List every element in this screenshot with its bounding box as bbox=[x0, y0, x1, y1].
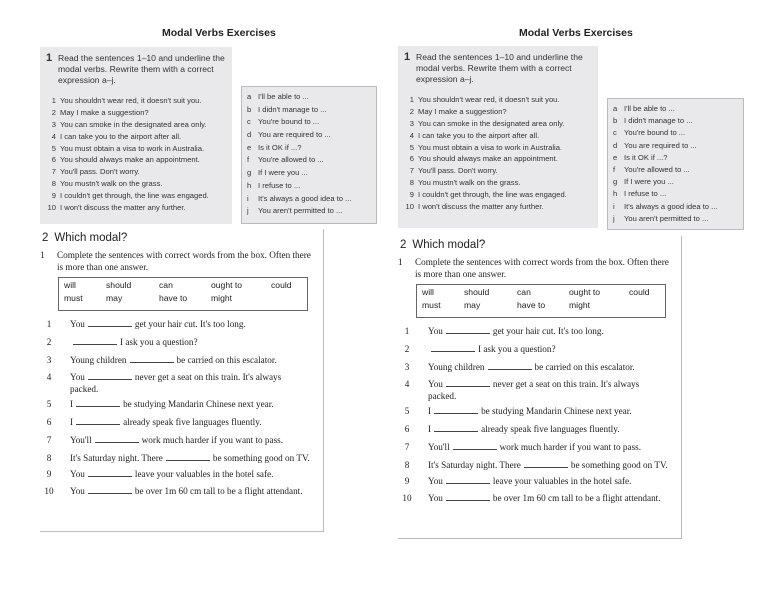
sentence-number: 4 bbox=[51, 131, 56, 141]
sentence-item bbox=[404, 165, 567, 177]
item-text-before: It's Saturday night. There bbox=[70, 452, 163, 463]
answer-blank[interactable] bbox=[434, 407, 478, 414]
sentence-text: You can smoke in the designated area only. bbox=[418, 118, 565, 128]
expression-list bbox=[608, 99, 743, 225]
sentence-number: 10 bbox=[405, 202, 414, 212]
exercise-2-item bbox=[40, 372, 310, 394]
sentence-text: I won't discuss the matter any further. bbox=[418, 202, 544, 212]
exercise-2-item bbox=[40, 337, 310, 348]
sentence-number: 1 bbox=[51, 96, 56, 105]
sentence-item bbox=[46, 107, 209, 119]
answer-blank[interactable] bbox=[488, 363, 532, 370]
expression-item bbox=[247, 104, 376, 117]
item-text-after: work much harder if you want to pass. bbox=[499, 441, 642, 452]
item-sentence bbox=[428, 406, 668, 417]
sentence-text: I won't discuss the matter any further. bbox=[60, 203, 186, 213]
sentence-number: 8 bbox=[51, 179, 56, 189]
item-sentence bbox=[70, 319, 310, 330]
expression-letter: h bbox=[613, 189, 618, 199]
answer-blank[interactable] bbox=[88, 320, 132, 327]
exercise-2-item bbox=[398, 493, 668, 504]
item-text-after: be something good on TV. bbox=[212, 452, 310, 463]
expression-item bbox=[613, 127, 743, 139]
sentence-item bbox=[46, 178, 209, 190]
expression-item bbox=[613, 188, 743, 200]
worksheet-copy-right bbox=[384, 0, 768, 594]
sentence-number: 9 bbox=[409, 190, 414, 200]
exercise-2-item bbox=[398, 379, 668, 401]
exercise-2-heading bbox=[400, 239, 485, 251]
expression-letter: b bbox=[613, 116, 618, 126]
sentence-number: 6 bbox=[51, 155, 56, 165]
exercise-2-panel bbox=[398, 236, 682, 539]
sentence-item bbox=[46, 166, 209, 178]
item-number: 4 bbox=[404, 379, 410, 390]
expression-text: You're allowed to ... bbox=[258, 155, 324, 165]
item-sentence bbox=[428, 362, 668, 373]
sentence-number: 6 bbox=[409, 154, 414, 164]
item-number: 10 bbox=[402, 493, 412, 504]
sentence-item bbox=[404, 189, 567, 201]
expression-text: You are required to ... bbox=[624, 140, 697, 150]
expression-item bbox=[247, 180, 376, 193]
exercise-2-item bbox=[398, 442, 668, 453]
answer-blank[interactable] bbox=[166, 454, 210, 461]
item-sentence bbox=[70, 417, 310, 428]
exercise-2-panel bbox=[40, 229, 324, 532]
exercise-2-item bbox=[398, 326, 668, 337]
answer-blank[interactable] bbox=[524, 461, 568, 468]
word-box-word: can bbox=[517, 287, 531, 297]
item-text-after: leave your valuables in the hotel safe. bbox=[492, 475, 632, 486]
item-text-before: You bbox=[70, 319, 85, 329]
sentence-item bbox=[404, 130, 567, 142]
exercise-1-sentence-list bbox=[404, 94, 567, 213]
exercise-2-instruction: Complete the sentences with correct words from the box. Often there is more than one answer. bbox=[57, 250, 311, 272]
item-sentence bbox=[70, 469, 310, 480]
sentence-item bbox=[46, 202, 209, 214]
sentence-number: 7 bbox=[409, 166, 414, 176]
item-text-after: work much harder if you want to pass. bbox=[141, 434, 284, 445]
item-sentence bbox=[70, 399, 310, 410]
expression-letter: d bbox=[247, 130, 252, 140]
item-sentence bbox=[428, 344, 668, 355]
expression-letter: i bbox=[613, 201, 615, 211]
exercise-2-number: 2 bbox=[42, 232, 49, 244]
item-text-after: already speak five languages fluently. bbox=[123, 417, 262, 428]
expression-letter: d bbox=[613, 140, 618, 150]
sentence-text: You mustn't walk on the grass. bbox=[60, 179, 163, 189]
item-number: 5 bbox=[404, 406, 410, 417]
exercise-2-item bbox=[40, 469, 310, 480]
item-text-before: I bbox=[70, 417, 74, 428]
expression-item bbox=[613, 164, 743, 176]
item-number: 5 bbox=[46, 399, 52, 410]
exercise-2-item bbox=[40, 435, 310, 446]
exercise-1-instruction: Read the sentences 1–10 and underline the modal verbs. Rewrite them with a correct expression a–j. bbox=[416, 52, 583, 84]
answer-blank[interactable] bbox=[446, 477, 490, 484]
exercise-2-item bbox=[40, 399, 310, 410]
expression-letter: c bbox=[247, 117, 251, 127]
word-box-word: should bbox=[106, 280, 132, 290]
item-number: 7 bbox=[46, 434, 52, 445]
exercise-1-panel bbox=[40, 47, 232, 224]
item-text-before: You bbox=[428, 493, 443, 504]
word-box bbox=[58, 277, 308, 311]
answer-blank[interactable] bbox=[446, 327, 490, 334]
expression-list bbox=[242, 87, 376, 218]
expression-item bbox=[613, 152, 743, 164]
item-sentence bbox=[428, 476, 668, 487]
sentence-text: You can smoke in the designated area only. bbox=[60, 119, 207, 129]
item-sentence bbox=[428, 442, 668, 453]
item-text-before: You bbox=[70, 468, 85, 479]
item-text-before: You bbox=[70, 486, 85, 497]
sentence-text: You should always make an appointment. bbox=[418, 154, 558, 164]
answer-blank[interactable] bbox=[88, 487, 132, 494]
exercise-2-item bbox=[398, 344, 668, 355]
exercise-2-number: 2 bbox=[400, 239, 407, 251]
expression-text: I'll be able to ... bbox=[624, 104, 675, 113]
expression-text: I refuse to ... bbox=[624, 189, 667, 199]
sentence-item bbox=[404, 142, 567, 154]
exercise-2-item bbox=[40, 417, 310, 428]
expression-letter: g bbox=[613, 177, 618, 187]
item-number: 7 bbox=[404, 441, 410, 452]
expression-text: Is it OK if ...? bbox=[624, 152, 668, 162]
item-text-before: I bbox=[70, 399, 74, 410]
item-sentence bbox=[428, 424, 668, 435]
expression-text: I didn't manage to ... bbox=[624, 116, 693, 126]
item-number: 4 bbox=[46, 372, 52, 383]
word-box-word: may bbox=[464, 300, 481, 310]
item-text-before: Young children bbox=[70, 354, 127, 365]
exercise-1-number: 1 bbox=[46, 52, 53, 64]
item-sentence bbox=[70, 372, 310, 394]
expression-box bbox=[241, 86, 377, 224]
expression-text: You are required to ... bbox=[258, 130, 331, 140]
expression-letter: f bbox=[247, 155, 250, 165]
exercise-2-item bbox=[398, 476, 668, 487]
sentence-text: May I make a suggestion? bbox=[60, 107, 149, 117]
expression-text: It's always a good idea to ... bbox=[258, 193, 352, 203]
answer-blank[interactable] bbox=[88, 470, 132, 477]
expression-letter: f bbox=[613, 164, 616, 174]
sentence-number: 10 bbox=[47, 203, 56, 213]
exercise-2-title: Which modal? bbox=[54, 232, 128, 244]
expression-text: If I were you ... bbox=[258, 168, 308, 178]
item-number: 6 bbox=[404, 424, 410, 435]
exercise-2-item bbox=[40, 453, 310, 464]
item-sentence bbox=[428, 379, 668, 401]
exercise-2-item bbox=[398, 424, 668, 435]
sentence-text: You should always make an appointment. bbox=[60, 155, 200, 165]
expression-text: I didn't manage to ... bbox=[258, 104, 327, 114]
item-number: 1 bbox=[404, 326, 410, 336]
sentence-item bbox=[404, 153, 567, 165]
sentence-text: I can take you to the airport after all. bbox=[60, 131, 182, 141]
exercise-1-number: 1 bbox=[404, 51, 411, 63]
item-sentence bbox=[70, 486, 310, 497]
item-text-before: I bbox=[428, 424, 432, 435]
expression-text: You're bound to ... bbox=[624, 128, 686, 138]
item-number: 9 bbox=[46, 468, 52, 479]
item-sentence bbox=[428, 460, 668, 471]
item-sentence bbox=[70, 355, 310, 366]
expression-text: I'll be able to ... bbox=[258, 92, 309, 101]
item-number: 10 bbox=[44, 486, 54, 497]
exercise-2-item-list bbox=[40, 319, 310, 502]
item-text-after: be studying Mandarin Chinese next year. bbox=[481, 406, 632, 417]
sentence-item bbox=[404, 177, 567, 189]
item-text-after: be studying Mandarin Chinese next year. bbox=[123, 399, 274, 410]
expression-text: Is it OK if ...? bbox=[258, 142, 302, 152]
expression-item bbox=[247, 193, 376, 206]
answer-blank[interactable] bbox=[446, 380, 490, 387]
sentence-text: You'll pass. Don't worry. bbox=[60, 167, 140, 177]
item-number: 8 bbox=[46, 452, 52, 463]
item-sentence bbox=[428, 493, 668, 504]
item-number: 2 bbox=[404, 343, 410, 354]
sentence-text: You mustn't walk on the grass. bbox=[418, 178, 521, 188]
expression-item bbox=[613, 213, 743, 225]
item-sentence bbox=[70, 337, 310, 348]
item-text-after: never get a seat on this train. It's always packed. bbox=[428, 379, 640, 401]
word-box-word: must bbox=[64, 293, 83, 303]
item-text-after: already speak five languages fluently. bbox=[481, 424, 620, 435]
expression-letter: j bbox=[613, 213, 615, 223]
sentence-text: You must obtain a visa to work in Australia. bbox=[418, 142, 563, 152]
expression-item bbox=[247, 167, 376, 180]
word-box-word: have to bbox=[517, 300, 546, 310]
sentence-text: I couldn't get through, the line was engaged. bbox=[418, 190, 567, 200]
expression-item bbox=[247, 91, 376, 104]
word-box-word: can bbox=[159, 280, 173, 290]
expression-text: You're allowed to ... bbox=[624, 164, 690, 174]
word-box-word: have to bbox=[159, 293, 188, 303]
answer-blank[interactable] bbox=[95, 436, 139, 443]
answer-blank[interactable] bbox=[88, 373, 132, 380]
answer-blank[interactable] bbox=[453, 443, 497, 450]
word-box-word: ought to bbox=[569, 287, 601, 297]
answer-blank[interactable] bbox=[434, 425, 478, 432]
expression-box bbox=[607, 98, 744, 230]
expression-item bbox=[613, 103, 743, 115]
expression-item bbox=[247, 154, 376, 167]
exercise-2-item bbox=[40, 355, 310, 366]
sentence-number: 5 bbox=[409, 142, 414, 152]
item-number: 3 bbox=[46, 354, 52, 365]
item-text-after: be over 1m 60 cm tall to be a flight attendant. bbox=[134, 486, 303, 497]
item-text-after: be something good on TV. bbox=[570, 459, 668, 470]
word-box-word: may bbox=[106, 293, 123, 303]
sentence-item bbox=[46, 143, 209, 155]
word-box-word: might bbox=[569, 300, 591, 310]
sentence-text: You'll pass. Don't worry. bbox=[418, 166, 498, 176]
sentence-item bbox=[46, 131, 209, 143]
exercise-2-instruction: Complete the sentences with correct words from the box. Often there is more than one answer. bbox=[415, 257, 669, 279]
exercise-2-sub-number: 1 bbox=[398, 257, 403, 267]
word-box-word: must bbox=[422, 300, 441, 310]
item-text-before: Young children bbox=[428, 361, 485, 372]
expression-text: You're bound to ... bbox=[258, 117, 320, 127]
expression-text: You aren't permitted to ... bbox=[258, 206, 343, 216]
answer-blank[interactable] bbox=[73, 338, 117, 345]
sentence-item bbox=[404, 106, 567, 118]
word-box-word: will bbox=[422, 287, 434, 297]
expression-letter: e bbox=[613, 152, 618, 162]
expression-letter: h bbox=[247, 180, 252, 190]
expression-letter: g bbox=[247, 168, 252, 178]
item-text-before: You bbox=[70, 372, 85, 383]
expression-item bbox=[247, 129, 376, 142]
sentence-number: 3 bbox=[409, 118, 414, 128]
answer-blank[interactable] bbox=[76, 400, 120, 407]
item-text-before: You bbox=[428, 326, 443, 336]
exercise-1-sentence-list bbox=[46, 95, 209, 214]
exercise-1-instruction: Read the sentences 1–10 and underline the modal verbs. Rewrite them with a correct expression a–j. bbox=[58, 53, 225, 85]
exercise-2-heading bbox=[42, 232, 127, 244]
sentence-item bbox=[46, 190, 209, 202]
item-number: 9 bbox=[404, 475, 410, 486]
item-text-after: get your hair cut. It's too long. bbox=[492, 326, 604, 336]
sentence-text: May I make a suggestion? bbox=[418, 106, 507, 116]
expression-text: It's always a good idea to ... bbox=[624, 201, 718, 211]
item-sentence bbox=[70, 435, 310, 446]
item-text-after: never get a seat on this train. It's always packed. bbox=[70, 372, 282, 394]
item-text-before: You bbox=[428, 379, 443, 390]
item-sentence bbox=[428, 326, 668, 337]
item-text-after: be over 1m 60 cm tall to be a flight attendant. bbox=[492, 493, 661, 504]
sentence-text: I couldn't get through, the line was engaged. bbox=[60, 191, 209, 201]
expression-letter: b bbox=[247, 104, 252, 114]
item-number: 3 bbox=[404, 361, 410, 372]
item-text-before: You'll bbox=[428, 441, 450, 452]
item-number: 8 bbox=[404, 459, 410, 470]
item-number: 2 bbox=[46, 336, 52, 347]
expression-text: You aren't permitted to ... bbox=[624, 213, 709, 223]
expression-letter: a bbox=[613, 104, 618, 113]
sentence-number: 7 bbox=[51, 167, 56, 177]
word-box-word: ought to bbox=[211, 280, 243, 290]
exercise-2-sub-number: 1 bbox=[40, 250, 45, 260]
expression-letter: e bbox=[247, 142, 252, 152]
answer-blank[interactable] bbox=[446, 494, 490, 501]
page-title: Modal Verbs Exercises bbox=[162, 27, 276, 39]
expression-letter: a bbox=[247, 92, 252, 101]
expression-letter: i bbox=[247, 193, 249, 203]
exercise-2-item bbox=[398, 406, 668, 417]
item-text-before: I bbox=[428, 406, 432, 417]
exercise-2-item bbox=[40, 486, 310, 497]
word-box-word: will bbox=[64, 280, 76, 290]
sentence-number: 2 bbox=[51, 107, 56, 117]
sentence-item bbox=[404, 118, 567, 130]
item-text-before: You bbox=[428, 475, 443, 486]
expression-letter: j bbox=[247, 206, 249, 216]
item-text-before: You'll bbox=[70, 434, 92, 445]
item-text-after: be carried on this escalator. bbox=[176, 354, 277, 365]
expression-item bbox=[247, 205, 376, 218]
item-text-after: be carried on this escalator. bbox=[534, 361, 635, 372]
item-text-before: It's Saturday night. There bbox=[428, 459, 521, 470]
answer-blank[interactable] bbox=[76, 418, 120, 425]
item-text-after: I ask you a question? bbox=[120, 336, 198, 347]
expression-item bbox=[613, 176, 743, 188]
sentence-text: You shouldn't wear red, it doesn't suit you. bbox=[60, 96, 202, 105]
exercise-2-title: Which modal? bbox=[412, 239, 486, 251]
word-box-word: might bbox=[211, 293, 233, 303]
sentence-item bbox=[404, 94, 567, 106]
word-box bbox=[416, 284, 666, 318]
item-text-after: leave your valuables in the hotel safe. bbox=[134, 468, 274, 479]
word-box-word: could bbox=[271, 280, 292, 290]
expression-letter: c bbox=[613, 128, 617, 138]
exercise-2-item bbox=[398, 362, 668, 373]
expression-item bbox=[247, 116, 376, 129]
item-text-after: get your hair cut. It's too long. bbox=[134, 319, 246, 329]
sentence-number: 4 bbox=[409, 130, 414, 140]
exercise-2-item bbox=[40, 319, 310, 330]
word-box-word: should bbox=[464, 287, 490, 297]
expression-item bbox=[613, 115, 743, 127]
exercise-2-item bbox=[398, 460, 668, 471]
sentence-item bbox=[46, 119, 209, 131]
sentence-item bbox=[46, 154, 209, 166]
item-text-after: I ask you a question? bbox=[478, 343, 556, 354]
page-title: Modal Verbs Exercises bbox=[519, 27, 633, 39]
exercise-1-panel bbox=[398, 46, 598, 228]
answer-blank[interactable] bbox=[431, 345, 475, 352]
exercise-2-item-list bbox=[398, 326, 668, 509]
item-number: 6 bbox=[46, 417, 52, 428]
item-number: 1 bbox=[46, 319, 52, 329]
sentence-text: I can take you to the airport after all. bbox=[418, 130, 540, 140]
sentence-number: 8 bbox=[409, 178, 414, 188]
sentence-number: 9 bbox=[51, 191, 56, 201]
sentence-item bbox=[46, 95, 209, 107]
sentence-number: 1 bbox=[409, 95, 414, 104]
answer-blank[interactable] bbox=[130, 356, 174, 363]
sentence-text: You must obtain a visa to work in Australia. bbox=[60, 143, 205, 153]
expression-item bbox=[613, 140, 743, 152]
word-box-word: could bbox=[629, 287, 650, 297]
expression-item bbox=[247, 142, 376, 155]
sentence-number: 3 bbox=[51, 119, 56, 129]
expression-item bbox=[613, 201, 743, 213]
sentence-item bbox=[404, 201, 567, 213]
sentence-number: 2 bbox=[409, 106, 414, 116]
item-sentence bbox=[70, 453, 310, 464]
expression-text: I refuse to ... bbox=[258, 180, 301, 190]
sentence-text: You shouldn't wear red, it doesn't suit you. bbox=[418, 95, 560, 104]
expression-text: If I were you ... bbox=[624, 177, 674, 187]
sentence-number: 5 bbox=[51, 143, 56, 153]
